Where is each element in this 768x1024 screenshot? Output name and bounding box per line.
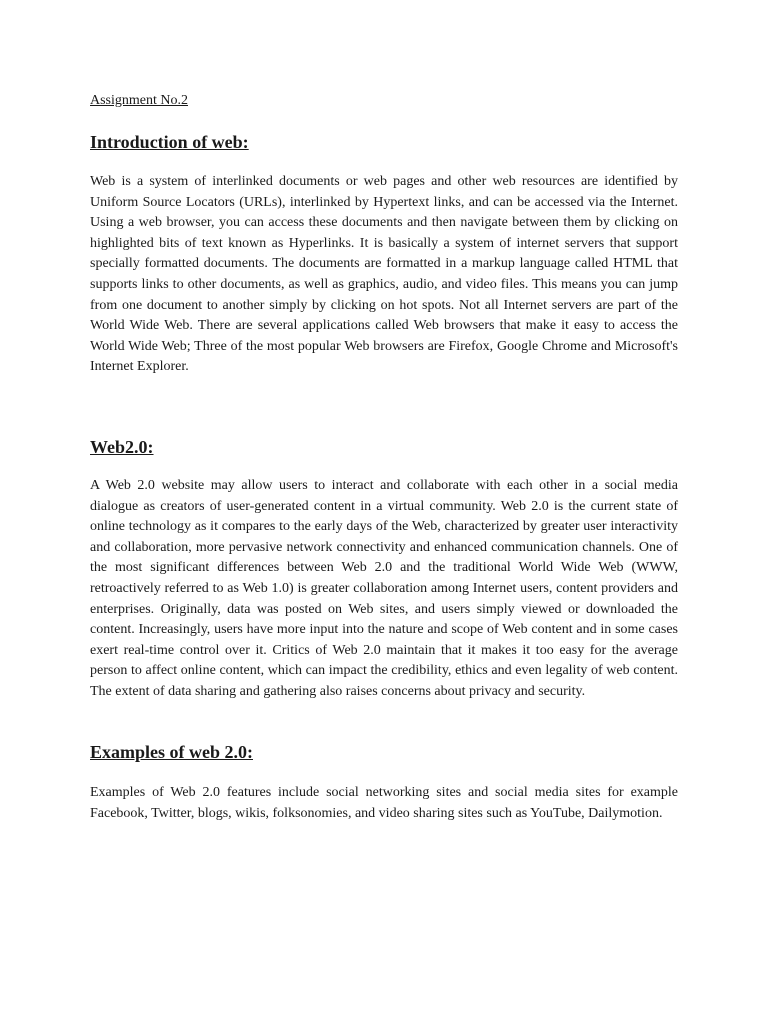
section-body-web20: A Web 2.0 website may allow users to interact and collaborate with each other in a social media dialogue as creators of user-generated content in a virtual community. Web 2.0 is the current state of online technology as it compares to the early days of the Web, characterized by greater user interactivity and collaboration, more pervasive network connectivity and enhanced communication channels. One of the most significant differences between Web 2.0 and the traditional World Wide Web (WWW, retroactively referred to as Web 1.0) is greater collaboration among Internet users, content providers and enterprises. Originally, data was posted on Web sites, and users simply viewed or downloaded the content. Increasingly, users have more input into the nature and scope of Web content and in some cases exert real-time control over it. Critics of Web 2.0 maintain that it makes it too easy for the average person to affect online content, which can impact the credibility, ethics and even legality of web content. The extent of data sharing and gathering also raises concerns about privacy and security. (90, 478, 678, 699)
section-body-introduction: Web is a system of interlinked documents or web pages and other web resources are identified by Uniform Source Locators (URLs), interlinked by Hypertext links, and can be accessed via the Internet. Using a web browser, you can access these documents and then navigate between them by clicking on highlighted bits of text known as Hyperlinks. It is basically a system of internet servers that support specially formatted documents. The documents are formatted in a markup language called HTML that supports links to other documents, as well as graphics, audio, and video files. This means you can jump from one document to another simply by clicking on hot spots. Not all Internet servers are part of the World Wide Web. There are several applications called Web browsers that make it easy to access the World Wide Web; Three of the most popular Web browsers are Firefox, Google Chrome and Microsoft's Internet Explorer. (90, 174, 678, 375)
section-body-examples: Examples of Web 2.0 features include social networking sites and social media sites for example Facebook, Twitter, blogs, wikis, folksonomies, and video sharing sites such as YouTube, Dailymotion. (90, 785, 678, 821)
section-heading-web20: Web2.0: (90, 437, 154, 457)
assignment-label: Assignment No.2 (90, 93, 188, 108)
section-heading-introduction: Introduction of web: (90, 132, 249, 152)
section-heading-examples: Examples of web 2.0: (90, 742, 253, 762)
